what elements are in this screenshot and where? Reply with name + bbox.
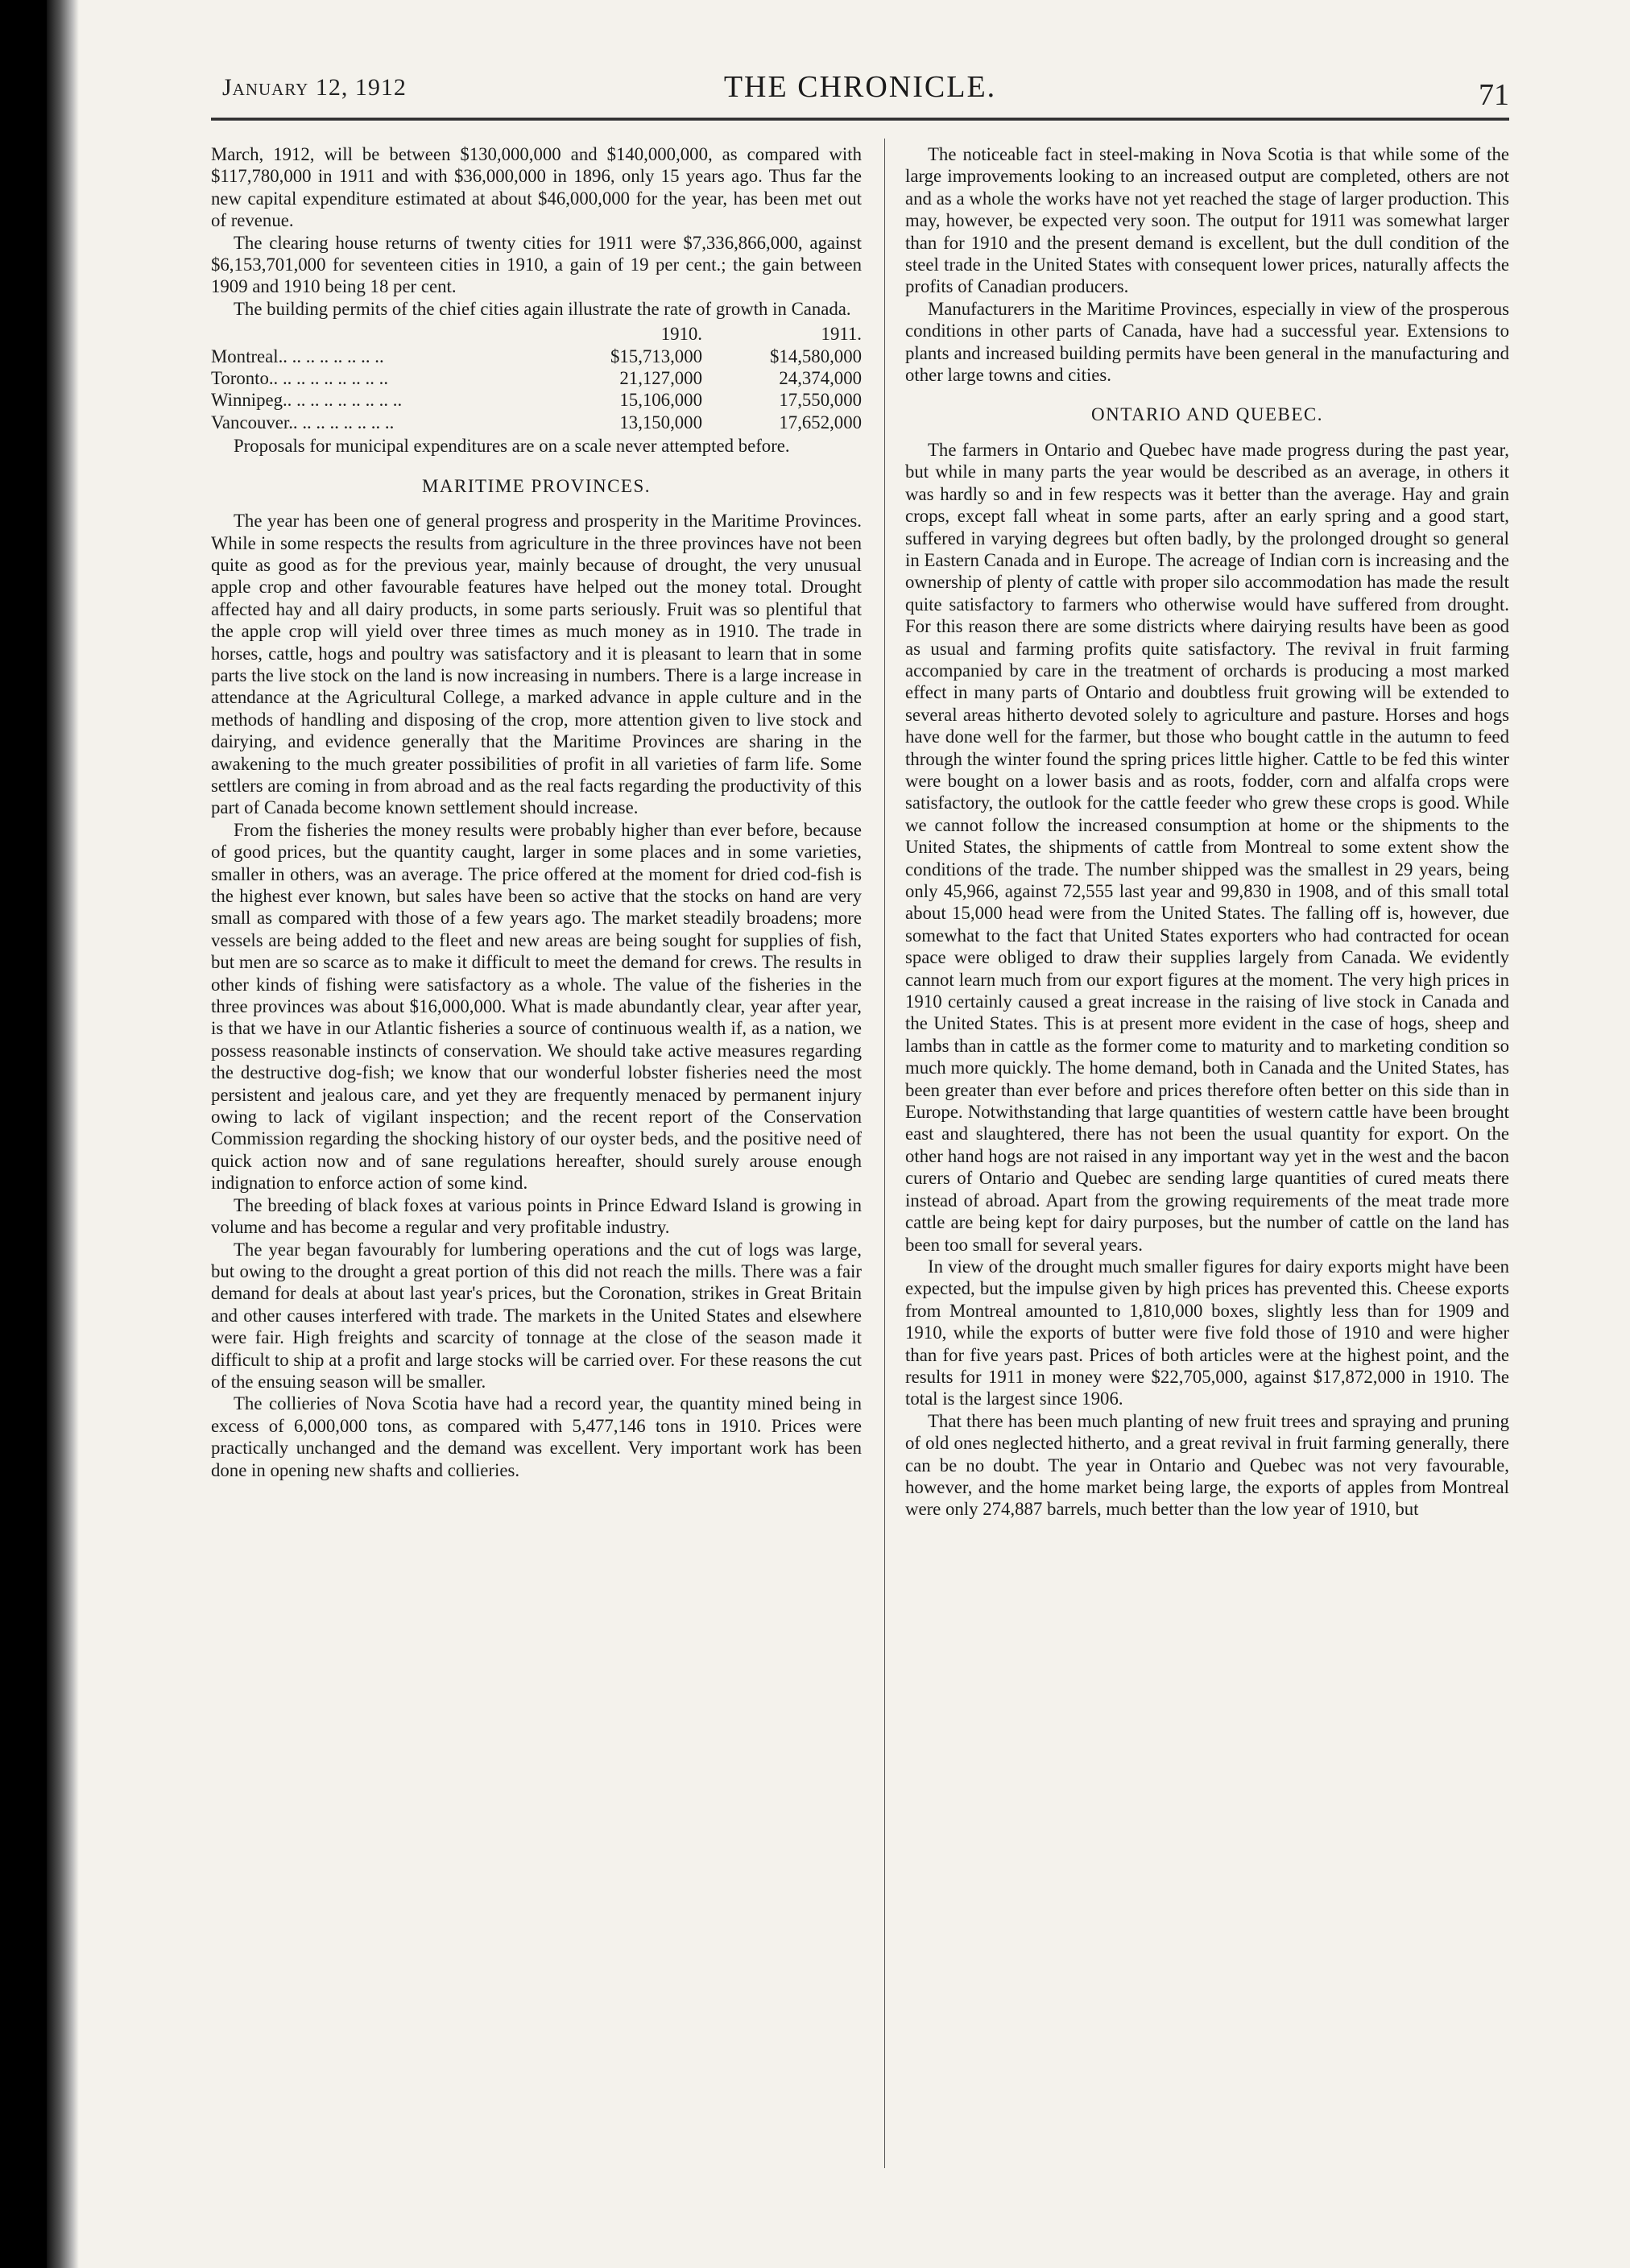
value-cell: $15,713,000 xyxy=(610,346,702,366)
column-header: 1910. xyxy=(660,324,702,345)
value-cell: $14,580,000 xyxy=(770,346,862,366)
paragraph: March, 1912, will be between $130,000,000 and $140,000,000, as compared with $117,780,000 in 1911 and with $36,000,000 in 1896, only 15 years ago. Thus far the new capital expenditure estimated at about $46,000,000 for the year, has been met out of revenue. xyxy=(211,144,862,231)
right-column xyxy=(905,143,1509,1521)
publication-title: THE CHRONICLE. xyxy=(723,70,997,104)
page-number: 71 xyxy=(1479,78,1509,112)
value-cell: 15,106,000 xyxy=(619,390,702,411)
paragraph: Manufacturers in the Maritime Provinces, especially in view of the prosperous conditions in other parts of Canada, have had a successful year. Extensions to plants and increased building permits have been general in the manufacturing and other large towns and cities. xyxy=(905,298,1509,386)
city-cell: Montreal.. .. .. .. .. .. .. .. xyxy=(211,346,384,366)
value-cell: 21,127,000 xyxy=(619,368,702,389)
table-row xyxy=(211,367,862,389)
section-heading: MARITIME PROVINCES. xyxy=(421,475,652,496)
paragraph: The building permits of the chief cities again illustrate the rate of growth in Canada. xyxy=(234,298,851,319)
value-cell: 13,150,000 xyxy=(619,412,702,432)
city-cell: Toronto.. .. .. .. .. .. .. .. .. xyxy=(211,368,389,389)
paragraph: The noticeable fact in steel-making in Nova Scotia is that while some of the large improvements looking to an increased output are completed, others are not and as a whole the works have not yet reached the stage of larger production. This may, however, be expected very soon. The output for 1911 was somewhat larger than for 1910 and the present demand is excellent, but the dull condition of the steel trade in the United States with consequent lower prices, naturally affects the profits of Canadian producers. xyxy=(905,144,1509,297)
value-cell: 24,374,000 xyxy=(779,368,862,389)
value-cell: 17,652,000 xyxy=(779,412,862,432)
page-header xyxy=(211,66,1509,122)
paragraph: The year began favourably for lumbering operations and the cut of logs was large, but owing to the drought a great portion of this did not reach the mills. There was a fair demand for deals at about last year's prices, but the Coronation, strikes in Great Britain and other causes interfered with trade. The markets in the United States and elsewhere were fair. High freights and scarcity of tonnage at the close of the season made it difficult to ship at a profit and large stocks will be carried over. For these reasons the cut of the ensuing season will be smaller. xyxy=(211,1239,862,1392)
value-cell: 17,550,000 xyxy=(779,390,862,411)
paragraph: In view of the drought much smaller figures for dairy exports might have been expected, but the impulse given by high prices has prevented this. Cheese exports from Montreal amounted to 1,810,000 boxes, slightly less than for 1909 and 1910, while the exports of butter were five fold those of 1910 and were higher than for five years past. Prices of both articles were at the highest point, and the results for 1911 in money were $22,705,000, against $17,872,000 in 1910. The total is the largest since 1906. xyxy=(905,1256,1509,1409)
paragraph: The clearing house returns of twenty cities for 1911 were $7,336,866,000, against $6,153,701,000 for seventeen cities in 1910, a gain of 19 per cent.; the gain between 1909 and 1910 being 18 per cent. xyxy=(211,232,862,297)
table-header-row xyxy=(211,323,862,345)
column-header: 1911. xyxy=(821,324,862,345)
header-rule xyxy=(211,118,1509,121)
issue-date: January 12, 1912 xyxy=(222,74,407,101)
section-heading: ONTARIO AND QUEBEC. xyxy=(1091,404,1323,425)
building-permits-table xyxy=(211,323,862,433)
binding-edge xyxy=(47,0,79,2268)
paragraph: That there has been much planting of new fruit trees and spraying and pruning of old ones neglected hitherto, and a great revival in fruit farming generally, there can be no doubt. The year in Ontario and Quebec was not very favourable, however, and the home market being large, the exports of apples from Montreal were only 274,887 barrels, much better than the low year of 1910, but xyxy=(905,1410,1509,1520)
table-row xyxy=(211,346,862,367)
paragraph: Proposals for municipal expenditures are on a scale never attempted before. xyxy=(234,436,790,457)
city-cell: Winnipeg.. .. .. .. .. .. .. .. .. xyxy=(211,390,403,411)
paragraph: The farmers in Ontario and Quebec have made progress during the past year, but while in many parts the year would be described as an average, in others it was hardly so and in few respects was it better than the average. Hay and grain crops, except fall wheat in some parts, after an early spring and a good start, suffered in varying degrees but often badly, by the prolonged drought so general in Eastern Canada and in Europe. The acreage of Indian corn is increasing and the ownership of plenty of cattle with proper silo accommodation has made the result quite satisfactory to farmers who otherwise would have suffered from drought. For this reason there are some districts where dairying results have been as good as usual and farming profits quite satisfactory. The revival in fruit farming accompanied by care in the treatment of orchards is producing a most marked effect in many parts of Ontario and doubtless fruit growing will be extended to several areas hitherto devoted solely to agriculture and pasture. Horses and hogs have done well for the farmer, but those who bought cattle in the autumn to feed through the winter found the spring prices little higher. Cattle to be fed this winter were bought on a lower basis and as roots, fodder, corn and alfalfa crops were satisfactory, the outlook for the cattle feeder who grew these crops is good. While we cannot follow the increased consumption at home or the shipments to the United States, the shipments of cattle from Montreal to some extent show the conditions of the trade. The number shipped was the smallest in 29 years, being only 45,966, against 72,555 last year and 99,830 in 1908, and of this small total about 15,000 head were from the United States. The falling off is, however, due somewhat to the fact that United States exporters who had contracted for ocean space were obliged to draw their supplies largely from Canada. We evidently cannot learn much from our export figures at the moment. The very high prices in 1910 certainly caused a great increase in the raising of live stock in Canada and the United States. This is at present more evident in the case of hogs, sheep and lambs than in cattle as the former come to maturity and to marketing condition so much more quickly. The home demand, both in Canada and the United States, has been greater than ever before and prices therefore often better on this side than in Europe. Notwithstanding that large quantities of western cattle have been brought east and slaughtered, there has not been the usual quantity for export. On the other hand hogs are not raised in any important way yet in the west and the bacon curers of Ontario and Quebec are sending large quantities of cured meats there instead of abroad. Apart from the growing requirements of the meat trade more cattle are being kept for dairy purposes, but the number of cattle on the land has been too small for several years. xyxy=(905,439,1509,1255)
paragraph: The year has been one of general progress and prosperity in the Maritime Provinces. While in some respects the results from agriculture in the three provinces have not been quite as good as for the previous year, mainly because of drought, the very unusual apple crop and other favourable features have helped out the money total. Drought affected hay and all dairy products, in some parts seriously. Fruit was so plentiful that the apple crop will yield over three times as much money as in 1910. The trade in horses, cattle, hogs and poultry was satisfactory and it is pleasant to learn that in some parts the live stock on the land is now increasing in numbers. There is a large increase in attendance at the Agricultural College, a marked advance in apple culture and in the methods of handling and disposing of the crop, more attention given to live stock and dairying, and evidence generally that the Maritime Provinces are sharing in the awakening to the much greater possibilities of profit in all varieties of farm life. Some settlers are coming in from abroad and as the real facts regarding the productivity of this part of Canada become known settlement should increase. xyxy=(211,511,862,818)
paragraph: The collieries of Nova Scotia have had a record year, the quantity mined being in excess of 6,000,000 tons, as compared with 5,477,146 tons in 1910. Prices were practically unchanged and the demand was excellent. Very important work has been done in opening new shafts and collieries. xyxy=(211,1393,862,1480)
paragraph: The breeding of black foxes at various points in Prince Edward Island is growing in volume and has become a regular and very profitable industry. xyxy=(211,1194,862,1238)
paragraph: From the fisheries the money results were probably higher than ever before, because of good prices, but the quantity caught, larger in some places and in some varieties, smaller in others, was an average. The price offered at the moment for dried cod-fish is the highest ever known, but sales have been so active that the stocks on hand are very small as compared with those of a few years ago. The market steadily broadens; more vessels are being added to the fleet and new areas are being sought for supplies of fish, but men are so scarce as to make it difficult to meet the demand for crews. The results in other kinds of fishing were satisfactory as a whole. The value of the fisheries in the three provinces was about $16,000,000. What is made abundantly clear, year after year, is that we have in our Atlantic fisheries a source of continuous wealth if, as a nation, we possess reasonable instincts of conservation. We should take active measures regarding the destructive dog-fish; we know that our wonderful lobster fisheries need the most persistent and jealous care, and yet they are frequently menaced by permanent injury owing to lack of vigilant inspection; and the recent report of the Conservation Commission regarding the shocking history of our oyster beds, and the positive need of quick action now and of sane regulations hereafter, should surely arouse enough indignation to enforce action of some kind. xyxy=(211,819,862,1194)
table-row xyxy=(211,389,862,411)
table-row xyxy=(211,412,862,433)
city-cell: Vancouver.. .. .. .. .. .. .. .. xyxy=(211,412,395,432)
left-column xyxy=(211,143,862,1481)
column-divider xyxy=(884,139,885,2168)
